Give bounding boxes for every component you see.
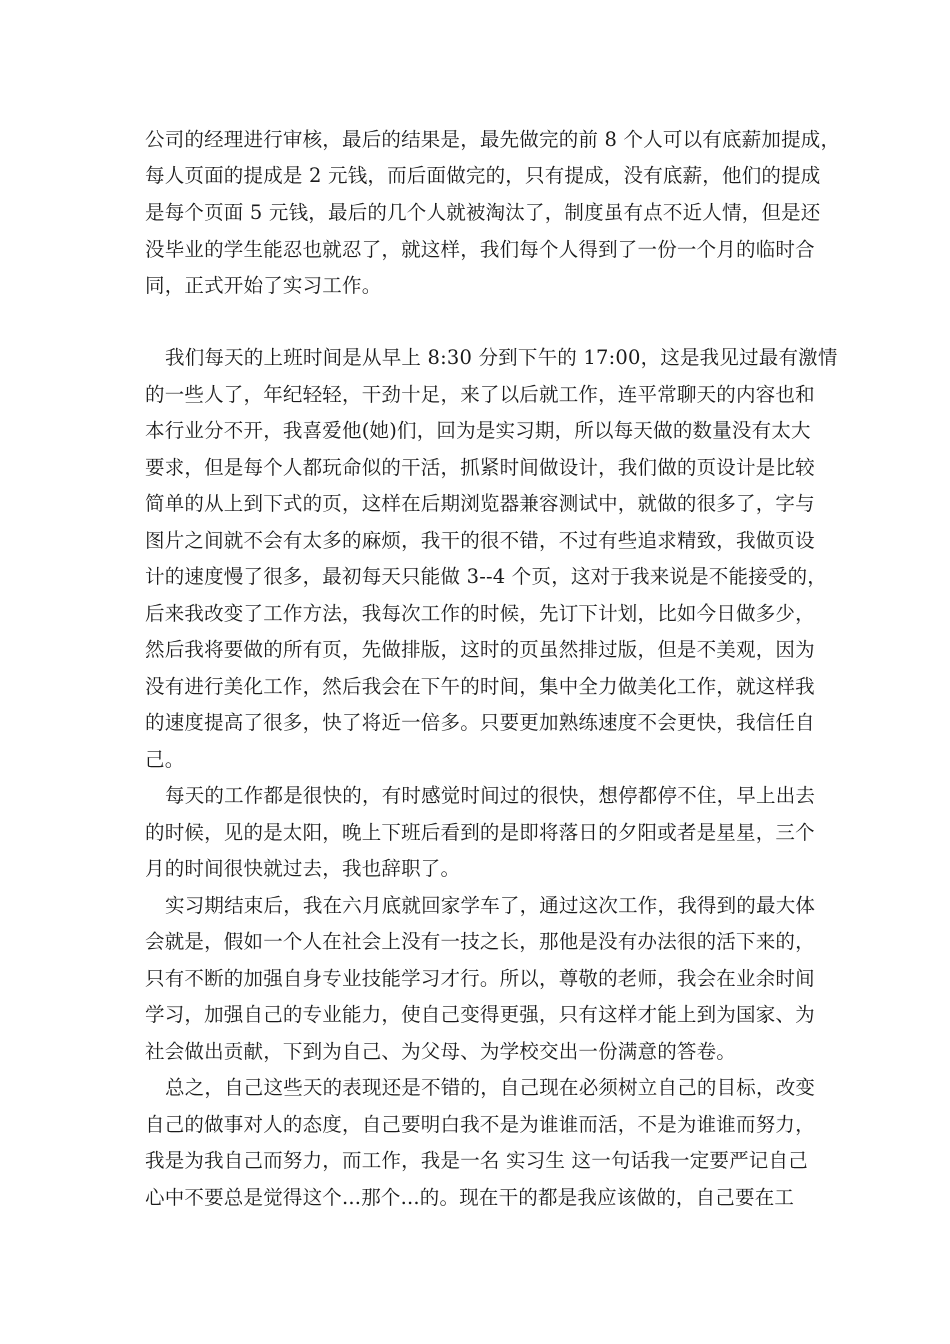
paragraph-2-line-11: 的速度提高了很多，快了将近一倍多。只要更加熟练速度不会更快，我信任自 <box>145 711 815 734</box>
paragraph-4-line-3: 只有不断的加强自身专业技能学习才行。所以，尊敬的老师，我会在业余时间 <box>145 967 815 990</box>
paragraph-5-line-4: 心中不要总是觉得这个...那个...的。现在干的都是我应该做的，自己要在工 <box>145 1186 795 1209</box>
paragraph-2-line-2: 的一些人了，年纪轻轻，干劲十足，来了以后就工作，连平常聊天的内容也和 <box>145 383 815 406</box>
paragraph-1-line-4: 没毕业的学生能忍也就忍了，就这样，我们每个人得到了一份一个月的临时合 <box>145 238 815 261</box>
paragraph-5-line-2: 自己的做事对人的态度，自己要明白我不是为谁谁而活，不是为谁谁而努力， <box>145 1113 815 1136</box>
paragraph-2-line-8: 后来我改变了工作方法，我每次工作的时候，先订下计划，比如今日做多少， <box>145 602 815 625</box>
paragraph-2-line-10: 没有进行美化工作，然后我会在下午的时间，集中全力做美化工作，就这样我 <box>145 675 815 698</box>
paragraph-2-line-6: 图片之间就不会有太多的麻烦，我干的很不错，不过有些追求精致，我做页设 <box>145 529 815 552</box>
paragraph-4-line-5: 社会做出贡献，下到为自己、为父母、为学校交出一份满意的答卷。 <box>145 1040 737 1063</box>
paragraph-3-line-2: 的时候，见的是太阳，晚上下班后看到的是即将落日的夕阳或者是星星，三个 <box>145 821 815 844</box>
paragraph-2-line-4: 要求，但是每个人都玩命似的干活，抓紧时间做设计，我们做的页设计是比较 <box>145 456 815 479</box>
paragraph-1-line-2: 每人页面的提成是 2 元钱，而后面做完的，只有提成，没有底薪，他们的提成 <box>145 164 821 187</box>
paragraph-2-line-3: 本行业分不开，我喜爱他(她)们，回为是实习期，所以每天做的数量没有太大 <box>145 419 811 442</box>
paragraph-4-line-2: 会就是，假如一个人在社会上没有一技之长，那他是没有办法很的活下来的， <box>145 930 815 953</box>
paragraph-2-line-7: 计的速度慢了很多，最初每天只能做 3--4 个页，这对于我来说是不能接受的， <box>145 565 827 588</box>
paragraph-5-line-1: 总之，自己这些天的表现还是不错的，自己现在必须树立自己的目标，改变 <box>165 1076 816 1099</box>
paragraph-3-line-3: 月的时间很快就过去，我也辞职了。 <box>145 857 461 880</box>
paragraph-2-line-5: 简单的从上到下式的页，这样在后期浏览器兼容测试中，就做的很多了，字与 <box>145 492 815 515</box>
paragraph-3-line-1: 每天的工作都是很快的，有时感觉时间过的很快，想停都停不住，早上出去 <box>165 784 816 807</box>
paragraph-2-line-12: 己。 <box>145 748 185 771</box>
paragraph-5-line-3: 我是为我自己而努力，而工作，我是一名 实习生 这一句话我一定要严记自己 <box>145 1149 808 1172</box>
paragraph-2-line-1: 我们每天的上班时间是从早上 8:30 分到下午的 17:00，这是我见过最有激情 <box>165 346 838 369</box>
paragraph-1-line-3: 是每个页面 5 元钱，最后的几个人就被淘汰了，制度虽有点不近人情，但是还 <box>145 201 821 224</box>
paragraph-1-line-5: 同，正式开始了实习工作。 <box>145 274 382 297</box>
paragraph-4-line-4: 学习，加强自己的专业能力，使自己变得更强，只有这样才能上到为国家、为 <box>145 1003 815 1026</box>
paragraph-4-line-1: 实习期结束后，我在六月底就回家学车了，通过这次工作，我得到的最大体 <box>165 894 816 917</box>
paragraph-1-line-1: 公司的经理进行审核，最后的结果是，最先做完的前 8 个人可以有底薪加提成， <box>145 128 841 151</box>
paragraph-2-line-9: 然后我将要做的所有页，先做排版，这时的页虽然排过版，但是不美观，因为 <box>145 638 815 661</box>
